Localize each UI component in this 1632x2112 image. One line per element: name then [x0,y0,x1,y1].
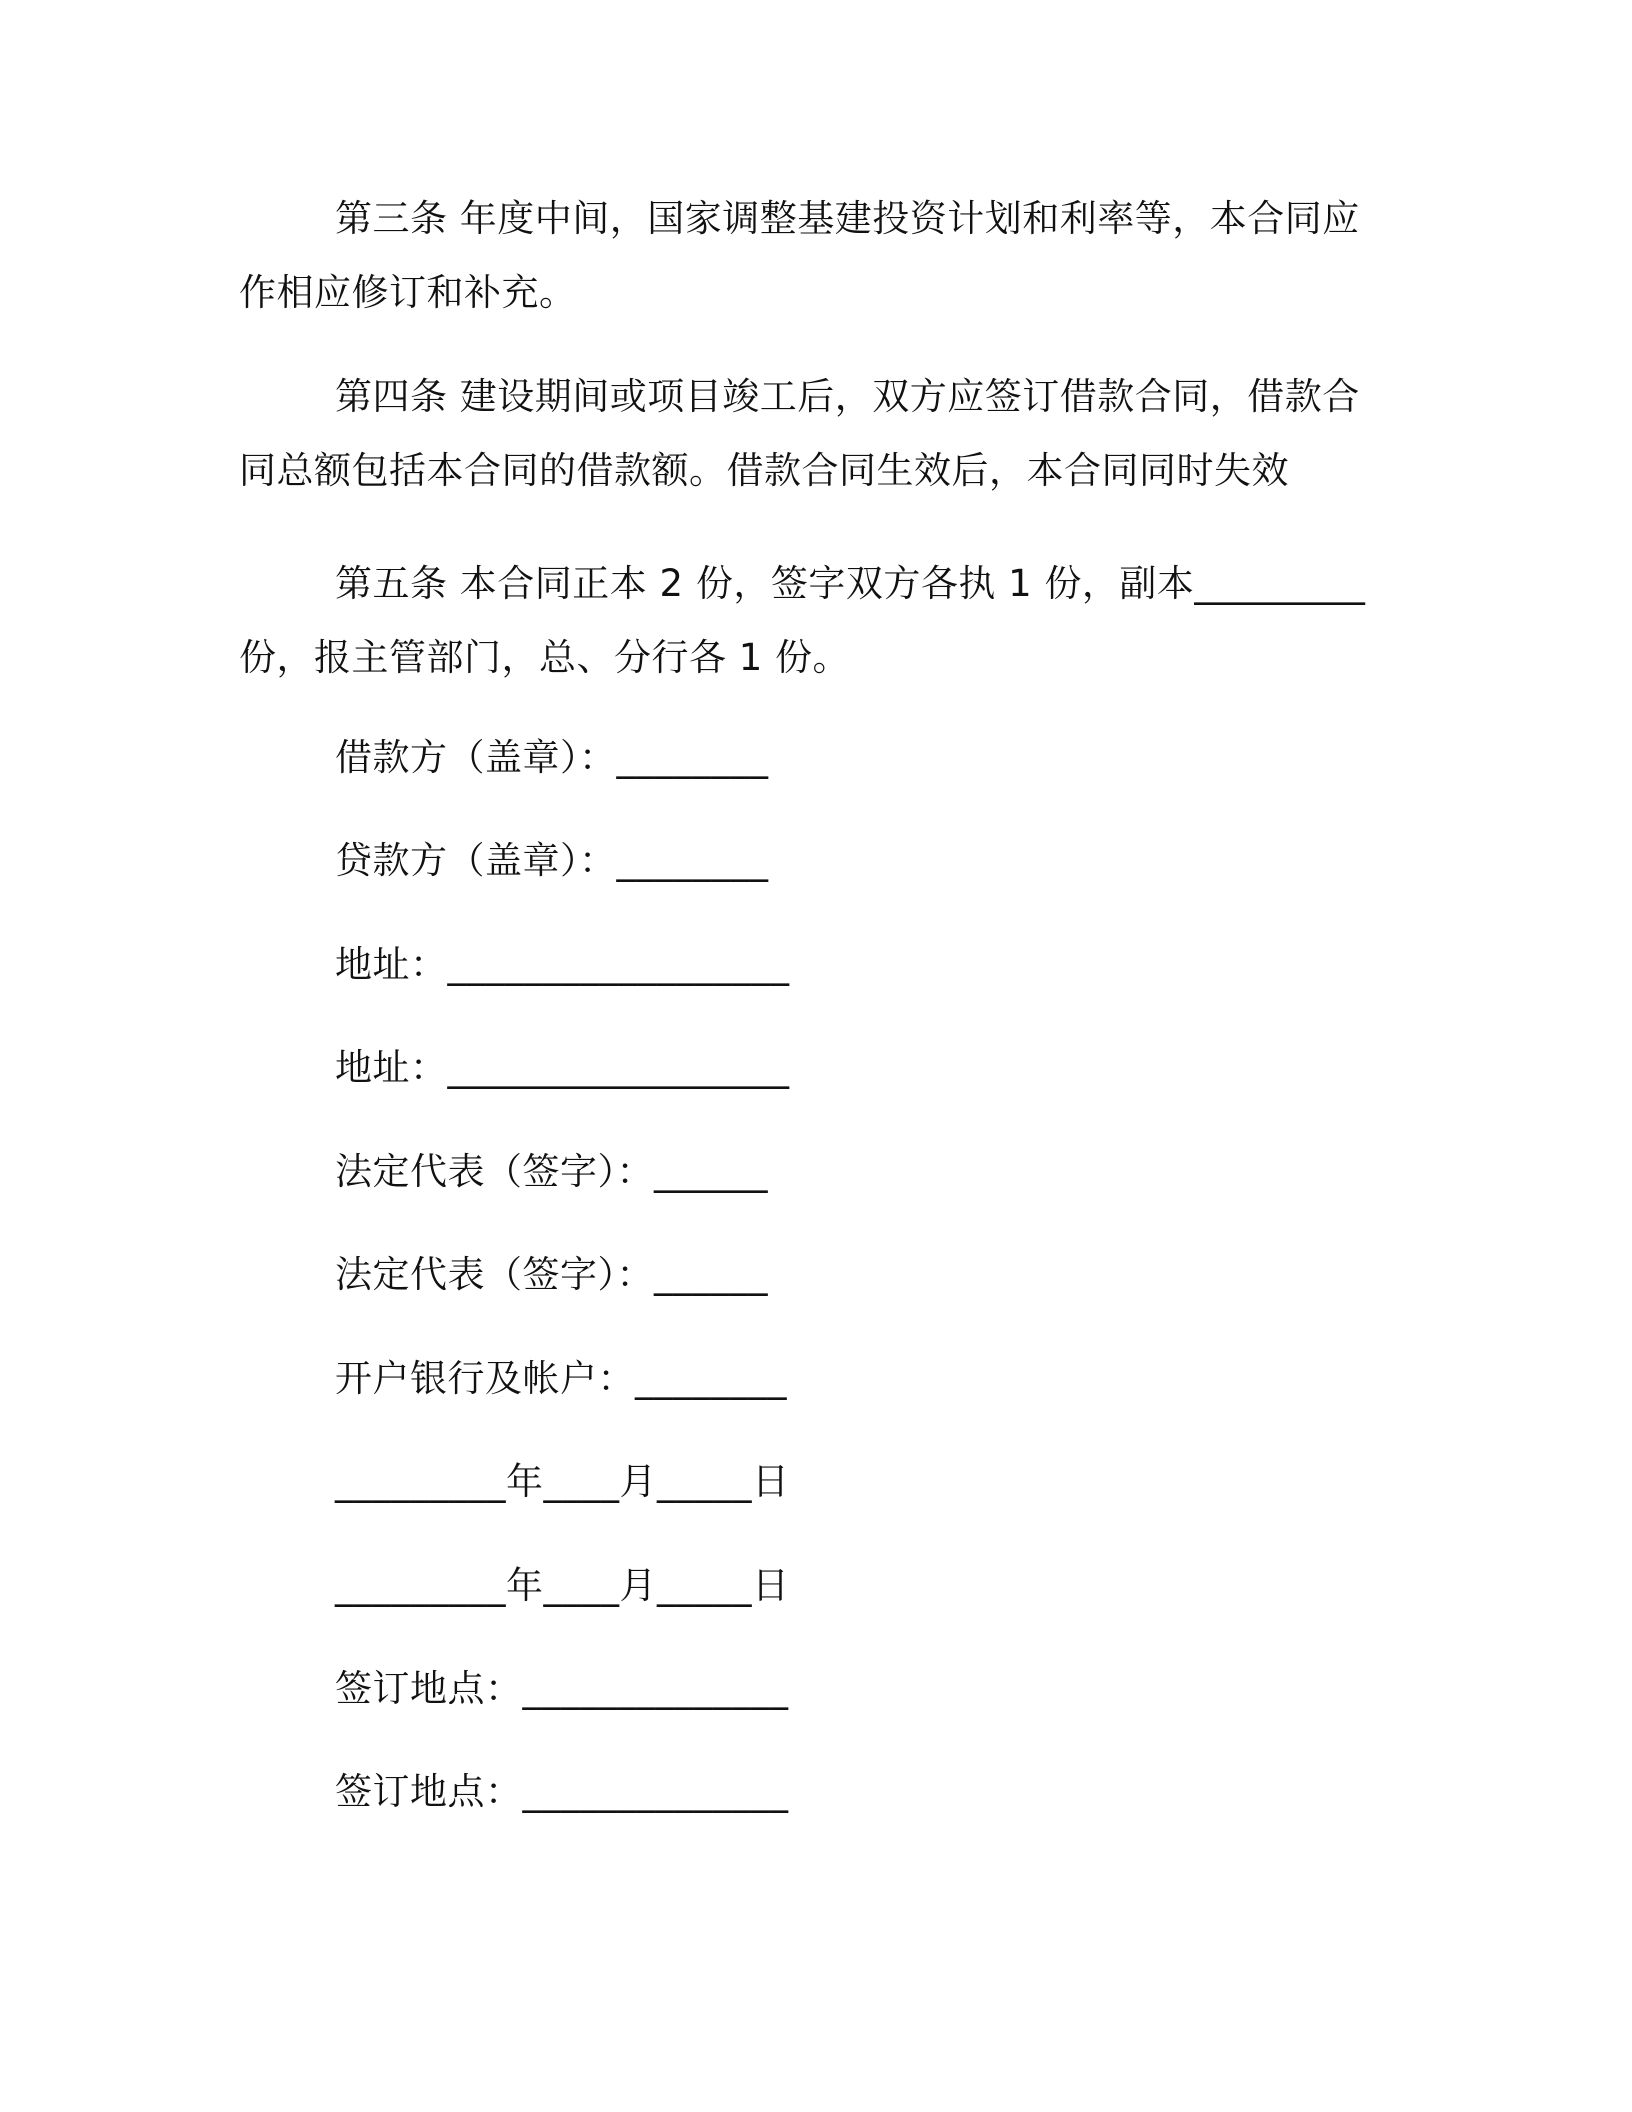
article-4-label: 第四条 [335,375,448,418]
article-4-text: 建设期间或项目竣工后，双方应签订借款合同，借款合同总额包括本合同的借款额。借款合同生效后，本合同同时失效 [239,375,1360,492]
date-line-2: _________年____月_____日 [335,1564,790,1607]
article-5-label: 第五条 [335,562,448,605]
address-line-2: 地址：__________________ [335,1046,790,1089]
article-3 [239,182,1379,330]
borrower-seal-line: 借款方（盖章）：________ [335,736,769,779]
article-4 [239,360,1379,508]
lender-seal-line: 贷款方（盖章）：________ [335,839,769,882]
article-5 [239,547,1379,695]
article-3-label: 第三条 [335,197,448,240]
signing-place-line-2: 签订地点：______________ [335,1770,789,1813]
date-line-1: _________年____月_____日 [335,1460,790,1503]
signing-place-line-1: 签订地点：______________ [335,1667,789,1710]
article-3-text: 年度中间，国家调整基建投资计划和利率等，本合同应作相应修订和补充。 [239,197,1360,314]
legal-rep-line-2: 法定代表（签字）：______ [335,1253,768,1296]
bank-account-line: 开户银行及帐户：________ [335,1357,787,1400]
legal-rep-line-1: 法定代表（签字）：______ [335,1150,768,1193]
address-line-1: 地址：__________________ [335,943,790,986]
article-5-text: 本合同正本 2 份，签字双方各执 1 份，副本_________份，报主管部门，总、分行各 1 份。 [239,562,1366,679]
